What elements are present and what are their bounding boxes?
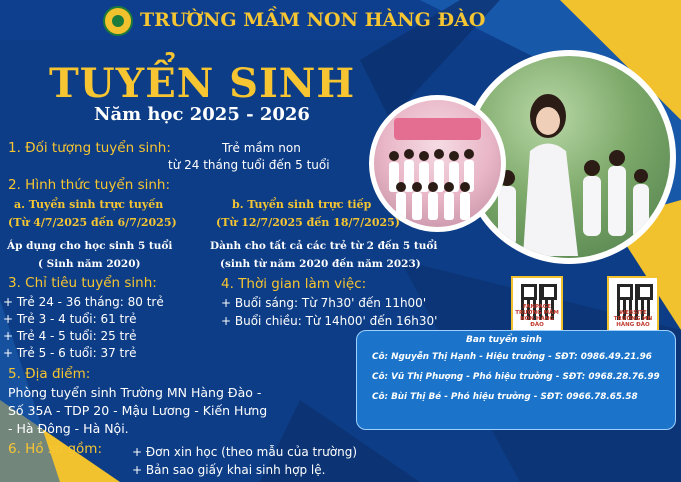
fanpage-qr-caption: FANPAGE TRƯỜNG MẦM NON HÀNG ĐÀO	[515, 304, 559, 328]
section1-value-line1: Trẻ mầm non	[222, 141, 301, 155]
address-line3: - Hà Đông - Hà Nội.	[8, 421, 129, 436]
address-line2: Số 35A - TDP 20 - Mậu Lương - Kiến Hưng	[8, 403, 268, 418]
school-name: TRƯỜNG MẦM NON HÀNG ĐÀO	[140, 9, 486, 31]
quota-item: + Trẻ 3 - 4 tuổi: 61 trẻ	[3, 312, 137, 326]
board-contact-line: Cô: Nguyễn Thị Hạnh - Hiệu trưởng - SĐT: 0986.49.21.96	[372, 352, 652, 362]
class-group-photo	[369, 95, 506, 232]
section4-heading: 4. Thời gian làm việc:	[221, 276, 367, 292]
section5-heading: 5. Địa điểm:	[8, 366, 91, 382]
school-logo-icon	[103, 6, 133, 36]
section3-heading: 3. Chỉ tiêu tuyển sinh:	[8, 275, 157, 291]
group-illustration	[374, 100, 501, 227]
online-note2: ( Sinh năm 2020)	[38, 258, 141, 270]
board-contact-line: Cô: Vũ Thị Phượng - Phó hiệu trưởng - SĐT: 0968.28.76.99	[372, 372, 660, 382]
section1-value-line2: từ 24 tháng tuổi đến 5 tuổi	[168, 158, 330, 172]
board-title: Ban tuyển sinh	[466, 335, 542, 345]
address-line1: Phòng tuyển sinh Trường MN Hàng Đào -	[8, 385, 262, 400]
document-item2: + Bản sao giấy khai sinh hợp lệ.	[132, 463, 326, 477]
board-contact-line: Cô: Bùi Thị Bé - Phó hiệu trưởng - SĐT: 0966.78.65.58	[372, 392, 638, 402]
school-year: Năm học 2025 - 2026	[94, 104, 310, 125]
document-item1: + Đơn xin học (theo mẫu của trường)	[132, 445, 357, 459]
fanpage-qr-card[interactable]	[511, 276, 563, 333]
page-title: TUYỂN SINH	[49, 60, 356, 107]
quota-item: + Trẻ 24 - 36 tháng: 80 trẻ	[3, 295, 164, 309]
morning-hours: + Buổi sáng: Từ 7h30' đến 11h00'	[221, 296, 427, 310]
offline-note: Dành cho tất cả các trẻ từ 2 đến 5 tuổi	[210, 240, 438, 252]
section1-heading: 1. Đối tượng tuyển sinh:	[8, 140, 171, 156]
quota-item: + Trẻ 5 - 6 tuổi: 37 trẻ	[3, 346, 137, 360]
website-qr-caption: WEBSITE TRƯỜNG MN HÀNG ĐÀO	[613, 310, 653, 328]
online-label: a. Tuyển sinh trực tuyến	[14, 198, 164, 211]
afternoon-hours: + Buổi chiều: Từ 14h00' đến 16h30'	[221, 314, 438, 328]
offline-dates: (Từ 12/7/2025 đến 18/7/2025)	[216, 216, 400, 229]
quota-item: + Trẻ 4 - 5 tuổi: 25 trẻ	[3, 329, 137, 343]
online-dates: (Từ 4/7/2025 đến 6/7/2025)	[8, 216, 177, 229]
section6-heading: 6. Hồ sơ gồm:	[8, 441, 102, 457]
section2-heading: 2. Hình thức tuyển sinh:	[8, 177, 171, 193]
offline-note2: (sinh từ năm 2020 đến năm 2023)	[220, 258, 421, 270]
offline-label: b. Tuyển sinh trực tiếp	[232, 198, 372, 211]
website-qr-card[interactable]	[607, 276, 659, 333]
online-note: Áp dụng cho học sinh 5 tuổi	[7, 240, 173, 252]
